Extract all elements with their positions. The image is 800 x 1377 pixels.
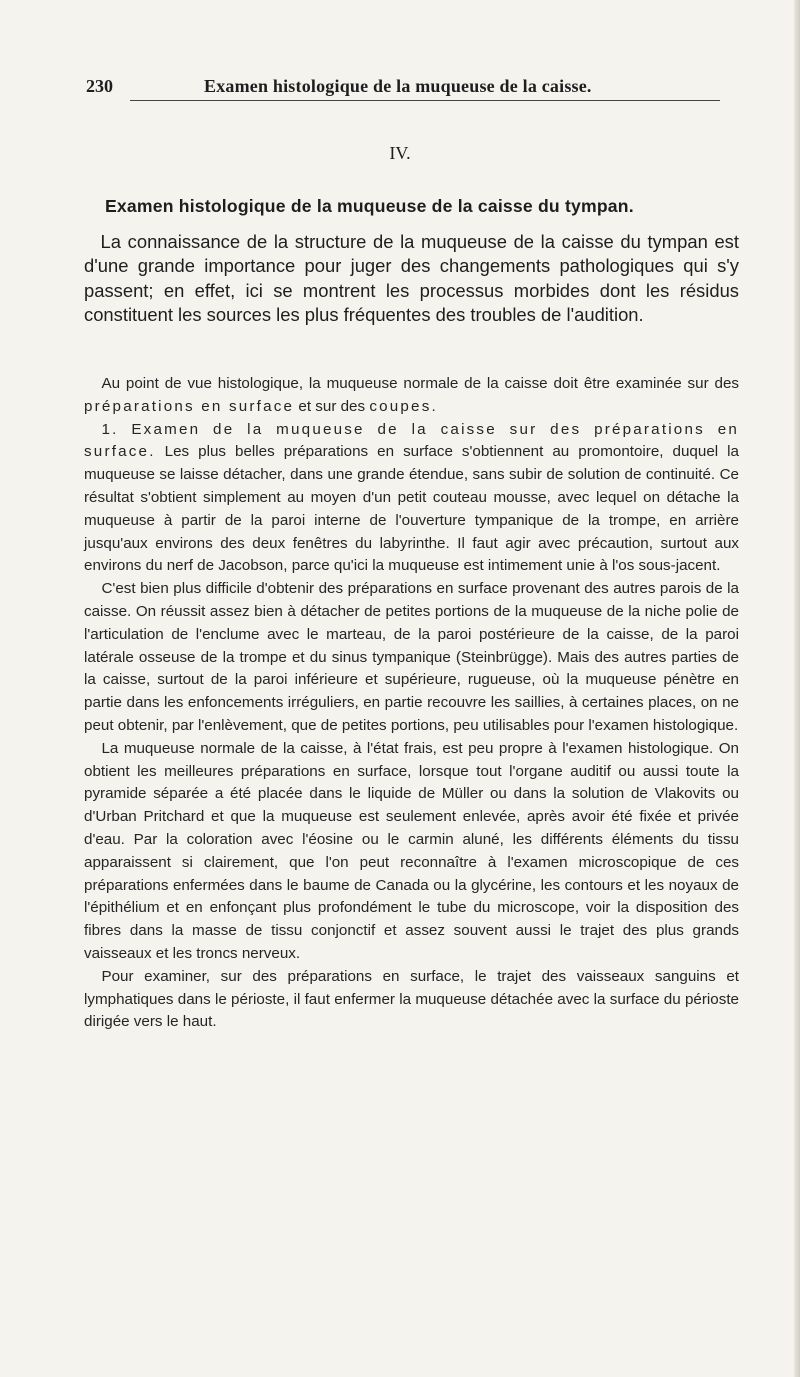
section-title: Examen histologique de la muqueuse de la caisse du tympan. (105, 196, 634, 216)
section-number: IV. (389, 143, 411, 163)
header-divider (130, 100, 720, 101)
paragraph-3: C'est bien plus difficile d'obtenir des préparations en surface provenant des autres parois de la caisse. On réussit assez bien à détacher de petites portions de la muqueuse de la niche polie de l'articulation de l'enclume avec le marteau, de la paroi postérieure de la caisse, de la paroi latérale osseuse de la trompe et du sinus tympanique (Steinbrügge). Mais des autres parties de la caisse, surtout de la paroi inférieure et supérieure, rugueuse, où la muqueuse pénètre en partie dans les enfoncements irréguliers, en partie recouvre les saillies, à certaines places, on ne peut obtenir, par l'enlèvement, que de petites portions, peu utilisables pour l'examen histologique. (84, 580, 739, 734)
subsection-heading: 1. Examen de la muqueuse de la caisse sur des préparations en surface. (84, 420, 739, 461)
page-edge-shadow (794, 0, 800, 1377)
paragraph-1-emphasis-2: coupes. (369, 397, 438, 415)
paragraph-5: Pour examiner, sur des préparations en surface, le trajet des vaisseaux sanguins et lymphatiques dans le périoste, il faut enfermer la muqueuse détachée avec la surface du périoste dirigée vers le haut. (84, 967, 739, 1031)
running-title: Examen histologique de la muqueuse de la caisse. (204, 76, 592, 96)
lead-paragraph-block (84, 230, 739, 328)
paragraph-2-text: Les plus belles préparations en surface s'obtiennent au promontoire, duquel la muqueuse se laisse détacher, dans une grande étendue, sans subir de solution de continuité. Ce résultat s'obtient simplement au moyen d'un petit couteau mousse, avec lequel on détache la muqueuse à partir de la paroi interne de l'ouverture tympanique de la trompe, en arrière jusqu'aux environs des deux fenêtres du labyrinthe. Il faut agir avec précaution, surtout aux environs du nerf de Jacobson, parce qu'ici la muqueuse est intimement unie à l'os sous-jacent. (84, 443, 739, 575)
paragraph-4: La muqueuse normale de la caisse, à l'état frais, est peu propre à l'examen histologique. On obtient les meilleures préparations en surface, lorsque tout l'organe auditif ou aussi toute la pyramide séparée a été placée dans le liquide de Müller ou dans la solution de Vlakovits ou d'Urban Pritchard et que la muqueuse est seulement enlevée, après avoir été fixée et privée d'eau. Par la coloration avec l'éosine ou le carmin aluné, les différents éléments du tissu apparaissent si clairement, que l'on peut reconnaître à l'examen microscopique de ces préparations enfermées dans le baume de Canada ou la glycérine, les contours et les noyaux de l'épithélium et en enfonçant plus profondément le tube du microscope, voir la disposition des fibres dans la masse de tissu conjonctif et assez souvent aussi le trajet des plus grands vaisseaux et les troncs nerveux. (84, 739, 739, 962)
running-header (86, 76, 766, 102)
page-number: 230 (86, 76, 113, 96)
lead-paragraph: La connaissance de la structure de la muqueuse de la caisse du tympan est d'une grande importance pour juger des changements pathologiques qui s'y passent; en effet, ici se montrent les processus morbides dont les résidus constituent les sources les plus fréquentes des troubles de l'audition. (84, 231, 739, 326)
paragraph-1-emphasis: préparations en surface (84, 397, 295, 415)
paragraph-2 (84, 419, 739, 579)
paragraph-1-text: Au point de vue histologique, la muqueuse normale de la caisse doit être examinée sur des (101, 375, 739, 392)
paragraph-1 (84, 373, 739, 419)
body-text (84, 373, 739, 1034)
paragraph-1-text-mid: et sur des (294, 397, 370, 415)
